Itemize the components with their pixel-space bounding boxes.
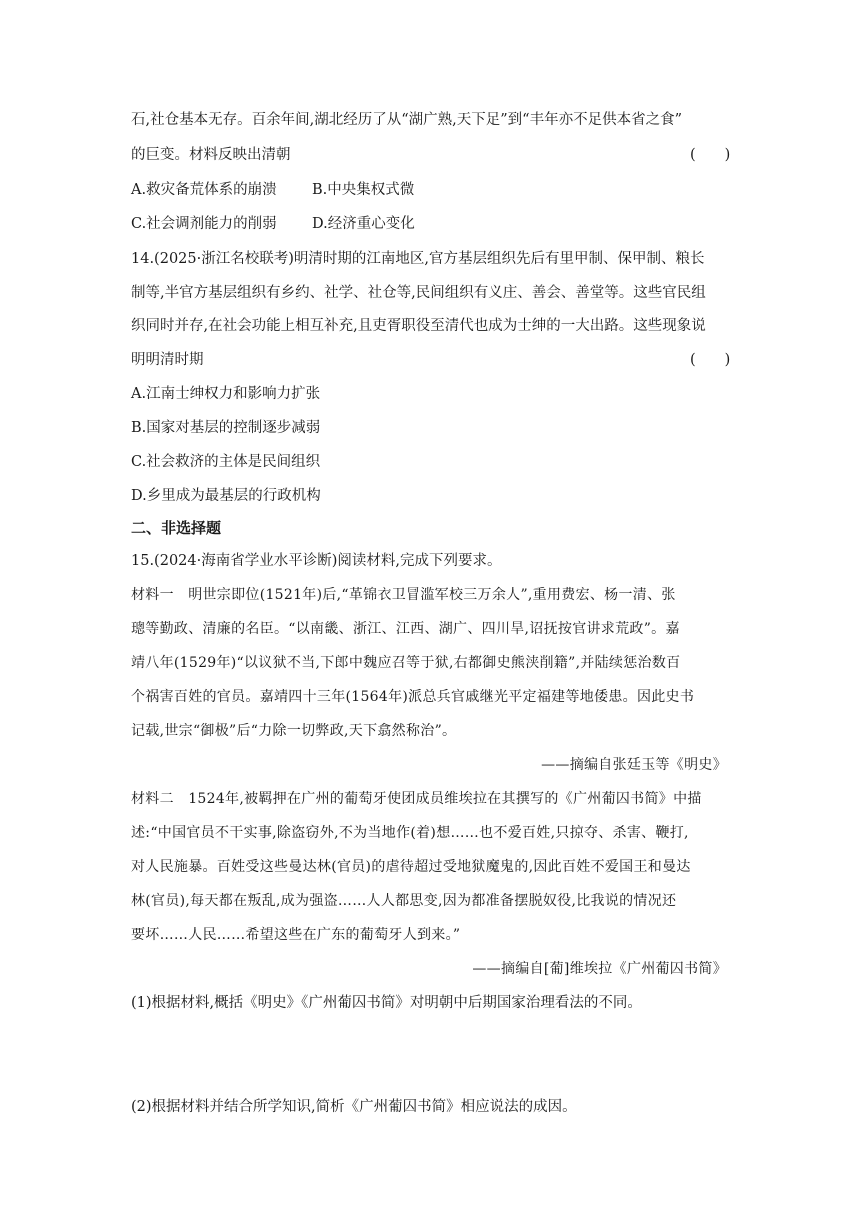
q13-option-d: D.经济重心变化 — [312, 216, 415, 232]
material2-line-5: 要坏……人民……希望这些在广东的葡萄牙人到来。” — [131, 927, 461, 943]
material2-source: ——摘编自[葡]维埃拉《广州葡囚书简》 — [472, 961, 727, 977]
q15-stem: 15.(2024·海南省学业水平诊断)阅读材料,完成下列要求。 — [131, 553, 502, 569]
q15-sub-question-1: (1)根据材料,概括《明史》《广州葡囚书简》对明朝中后期国家治理看法的不同。 — [131, 995, 642, 1011]
q13-stem-line-2: 的巨变。材料反映出清朝 — [131, 147, 291, 163]
material1-line-1: 材料一 明世宗即位(1521年)后,“革锦衣卫冒滥军校三万余人”,重用费宏、杨一清、张 — [131, 587, 676, 603]
q13-option-b: B.中央集权式微 — [312, 182, 415, 198]
material2-line-4: 林(官员),每天都在叛乱,成为强盗……人人都思变,因为都准备摆脱奴役,比我说的情况还 — [131, 893, 677, 909]
q14-stem-line-4: 明明清时期 — [131, 352, 204, 368]
q15-sub-question-2: (2)根据材料并结合所学知识,简析《广州葡囚书简》相应说法的成因。 — [131, 1099, 577, 1115]
material1-line-2: 璁等勤政、清廉的名臣。“以南畿、浙江、江西、湖广、四川旱,诏抚按官讲求荒政”。嘉 — [131, 621, 680, 637]
q13-option-c: C.社会调剂能力的削弱 — [131, 216, 277, 232]
q14-stem-line-3: 织同时并存,在社会功能上相互补充,且吏胥职役至清代也成为士绅的一大出路。这些现象说 — [131, 318, 706, 334]
material2-line-3: 对人民施暴。百姓受这些曼达林(官员)的虐待超过受地狱魔鬼的,因此百姓不爱国王和曼达 — [131, 859, 691, 875]
q14-answer-bracket: ( ) — [690, 352, 731, 368]
material1-line-4: 个祸害百姓的官员。嘉靖四十三年(1564年)派总兵官戚继光平定福建等地倭患。因此史书 — [131, 689, 695, 705]
material1-line-3: 靖八年(1529年)“以议狱不当,下郎中魏应召等于狱,右都御史熊浃削籍”,并陆续惩治数百 — [131, 655, 681, 671]
q14-stem-line-1: 14.(2025·浙江名校联考)明清时期的江南地区,官方基层组织先后有里甲制、保甲制、粮长 — [131, 251, 705, 267]
q14-option-a: A.江南士绅权力和影响力扩张 — [131, 386, 321, 402]
q14-option-b: B.国家对基层的控制逐步减弱 — [131, 420, 321, 436]
q14-option-d: D.乡里成为最基层的行政机构 — [131, 488, 321, 504]
q13-stem-line-1: 石,社仓基本无存。百余年间,湖北经历了从“湖广熟,天下足”到“丰年亦不足供本省之食” — [131, 112, 682, 128]
material2-line-2: 述:“中国官员不干实事,除盗窃外,不为当地作(着)想……也不爱百姓,只掠夺、杀害、鞭打, — [131, 825, 689, 841]
q13-option-a: A.救灾备荒体系的崩溃 — [131, 182, 277, 198]
section-title: 二、非选择题 — [131, 519, 222, 537]
material1-source: ——摘编自张廷玉等《明史》 — [541, 757, 727, 773]
material1-line-5: 记载,世宗“御极”后“力除一切弊政,天下翕然称治”。 — [131, 723, 457, 739]
material2-line-1: 材料二 1524年,被羁押在广州的葡萄牙使团成员维埃拉在其撰写的《广州葡囚书简》中描 — [131, 791, 702, 807]
q14-option-c: C.社会救济的主体是民间组织 — [131, 454, 321, 470]
q13-answer-bracket: ( ) — [690, 147, 731, 163]
q14-stem-line-2: 制等,半官方基层组织有乡约、社学、社仓等,民间组织有义庄、善会、善堂等。这些官民组 — [131, 285, 706, 301]
